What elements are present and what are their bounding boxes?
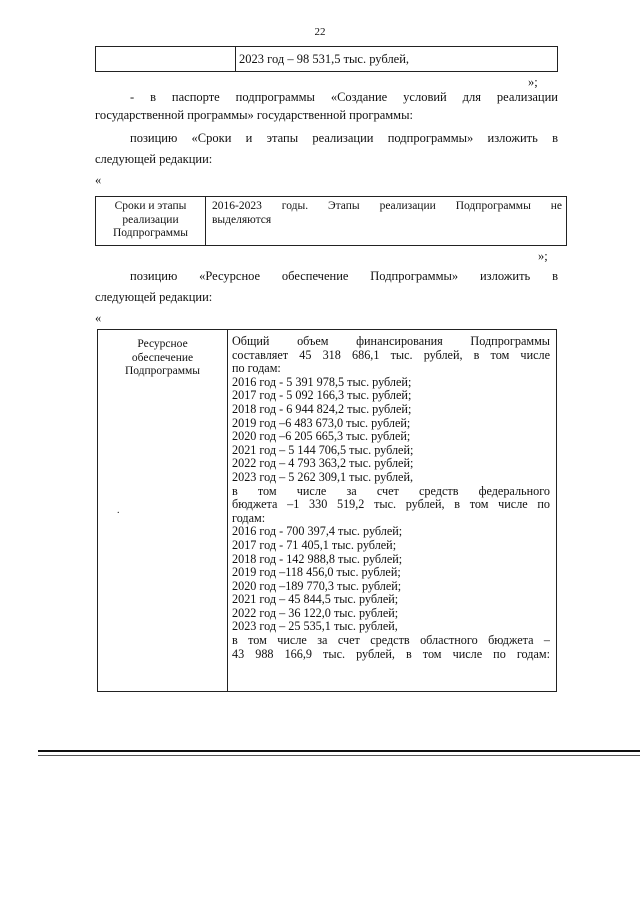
paragraph-line: позицию «Сроки и этапы реализации подпрограммы» изложить в	[130, 131, 558, 145]
paragraph-line: следующей редакции:	[95, 152, 213, 166]
funding-line: по годам:	[232, 362, 281, 376]
footer-rule-thin	[38, 755, 640, 756]
page-number: 22	[314, 26, 326, 38]
funding-line: 2023 год – 25 535,1 тыс. рублей,	[232, 620, 398, 634]
stages-table	[95, 196, 567, 246]
paragraph-line: - в паспорте подпрограммы «Создание условий для реализации	[130, 90, 558, 104]
stages-label-cell	[96, 197, 206, 245]
funding-line: годам:	[232, 511, 266, 525]
funding-line: 2021 год – 5 144 706,5 тыс. рублей;	[232, 443, 414, 457]
scan-speck: .	[117, 505, 120, 516]
closing-quote: »;	[528, 75, 538, 89]
stages-label-line: Сроки и этапы	[114, 200, 187, 212]
funding-line: в том числе за счет средств областного бюджета –	[232, 634, 550, 648]
top-table-left-cell	[96, 47, 236, 71]
stages-value-line: выделяются	[212, 213, 272, 226]
funding-line: 43 988 166,9 тыс. рублей, в том числе по годам:	[232, 647, 550, 661]
funding-line: в том числе за счет средств федерального	[232, 484, 550, 498]
stages-label-line: Подпрограммы	[112, 227, 189, 239]
funding-line: 2022 год – 4 793 363,2 тыс. рублей;	[232, 457, 414, 471]
resources-table	[97, 329, 557, 692]
stages-value-cell	[212, 200, 562, 227]
resources-value-cell	[232, 335, 550, 687]
resources-label-line: Подпрограммы	[124, 365, 201, 377]
funding-line: 2016 год - 5 391 978,5 тыс. рублей;	[232, 375, 412, 389]
funding-line: Общий объем финансирования Подпрограммы	[232, 335, 550, 348]
resources-label-line: Ресурсное	[137, 338, 188, 350]
funding-line: 2018 год - 6 944 824,2 тыс. рублей;	[232, 402, 412, 416]
opening-quote: «	[95, 173, 102, 187]
top-table-fragment	[95, 46, 558, 72]
stages-value-line: 2016-2023 годы. Этапы реализации Подпрограммы не	[212, 200, 562, 212]
funding-line: 2017 год - 71 405,1 тыс. рублей;	[232, 538, 397, 552]
funding-line: 2022 год – 36 122,0 тыс. рублей;	[232, 606, 399, 620]
funding-line: 2019 год –118 456,0 тыс. рублей;	[232, 566, 401, 580]
funding-line: бюджета –1 330 519,2 тыс. рублей, в том числе по	[232, 498, 550, 512]
funding-line: 2019 год –6 483 673,0 тыс. рублей;	[232, 416, 411, 430]
resources-label-line: обеспечение	[131, 351, 194, 364]
funding-line: 2017 год - 5 092 166,3 тыс. рублей;	[232, 389, 412, 403]
footer-rule	[38, 750, 640, 752]
funding-line: составляет 45 318 686,1 тыс. рублей, в том числе	[232, 348, 550, 362]
funding-line: 2018 год - 142 988,8 тыс. рублей;	[232, 552, 403, 566]
opening-quote: «	[95, 311, 102, 325]
top-table-value: 2023 год – 98 531,5 тыс. рублей,	[239, 52, 410, 66]
closing-quote: »;	[538, 249, 548, 263]
funding-line: 2021 год – 45 844,5 тыс. рублей;	[232, 593, 399, 607]
stages-label-line: реализации	[122, 213, 179, 226]
funding-line: 2023 год – 5 262 309,1 тыс. рублей,	[232, 470, 414, 484]
funding-line: 2020 год –6 205 665,3 тыс. рублей;	[232, 430, 411, 444]
funding-line: 2016 год - 700 397,4 тыс. рублей;	[232, 525, 403, 539]
paragraph-line: позицию «Ресурсное обеспечение Подпрограммы» изложить в	[130, 269, 558, 283]
funding-line: 2020 год –189 770,3 тыс. рублей;	[232, 579, 402, 593]
paragraph-line: государственной программы» государственной программы:	[95, 108, 413, 122]
paragraph-line: следующей редакции:	[95, 290, 213, 304]
